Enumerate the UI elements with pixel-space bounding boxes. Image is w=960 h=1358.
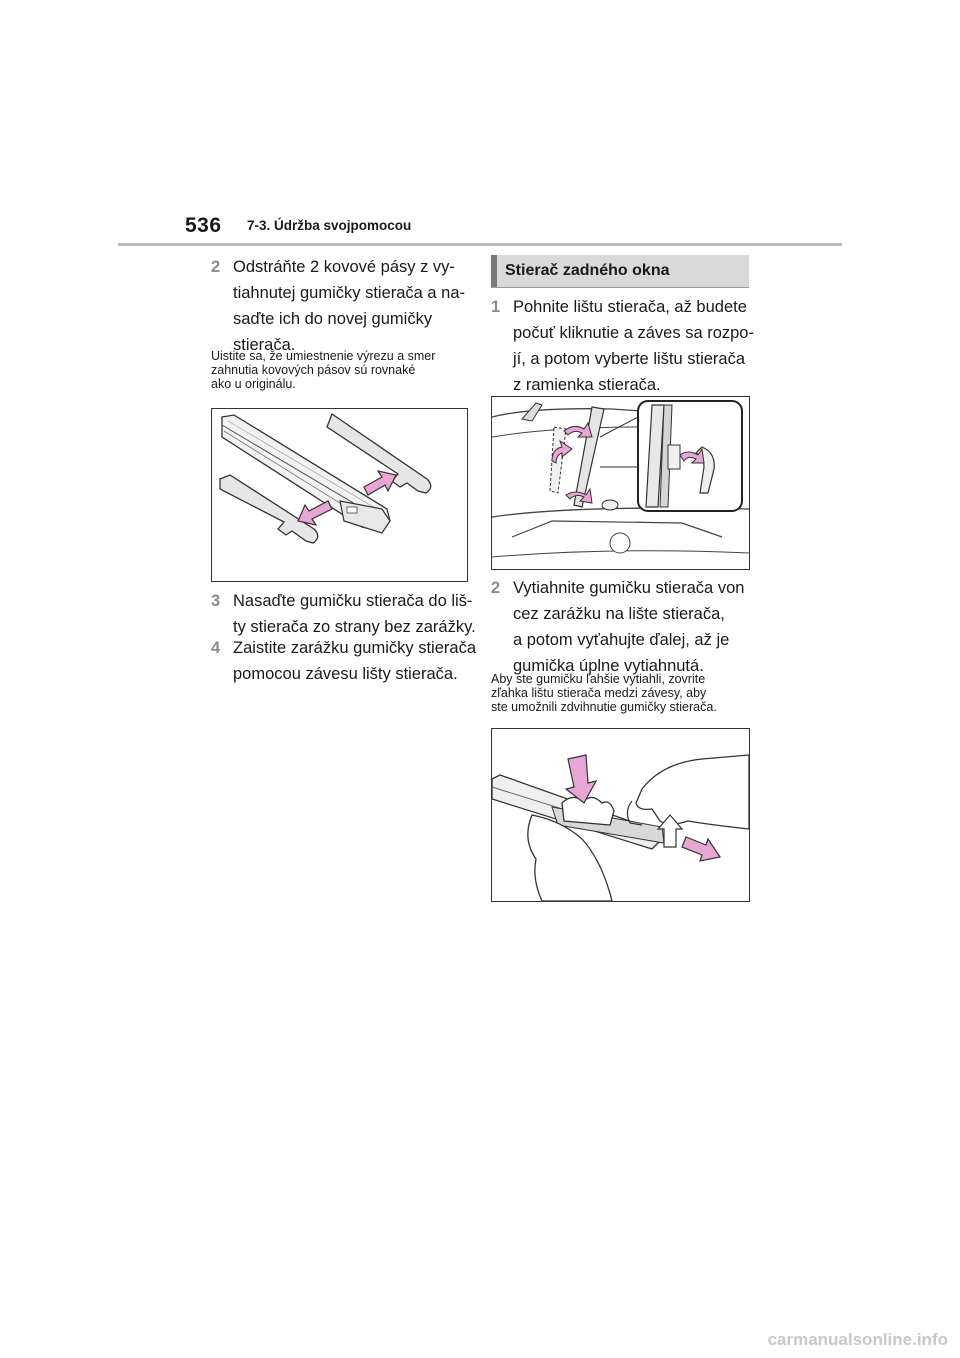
step-number: 2 bbox=[491, 579, 501, 597]
left-step-4 bbox=[211, 635, 476, 687]
figure-metal-strips bbox=[211, 408, 468, 582]
arrow-right-icon bbox=[682, 837, 720, 861]
step-number: 3 bbox=[211, 592, 221, 610]
watermark: carmanualsonline.info bbox=[767, 1330, 948, 1349]
step-text: Pohnite lištu stierača, až budete počuť kliknutie a záves sa rozpo- jí, a potom vyberte lištu stierača z ramienka stierača. bbox=[513, 298, 754, 394]
step-text: Vytiahnite gumičku stierača von cez zarážku na lište stierača, a potom vyťahujte ďalej, až je gumička úplne vytiahnutá. bbox=[513, 579, 745, 675]
step-text: Odstráňte 2 kovové pásy z vy- tiahnutej gumičky stierača a na- saďte ich do novej gumičky stierača. bbox=[233, 258, 466, 354]
step-number: 4 bbox=[211, 639, 221, 657]
step-text: Nasaďte gumičku stierača do liš- ty stierača zo strany bez zarážky. bbox=[233, 592, 476, 636]
right-step-2 bbox=[491, 575, 753, 685]
arrow-down-icon bbox=[566, 755, 596, 803]
step-number: 1 bbox=[491, 298, 501, 316]
header-divider bbox=[118, 243, 842, 246]
figure-rear-wiper-arm bbox=[491, 396, 750, 570]
section-title: 7-3. Údržba svojpomocou bbox=[247, 218, 412, 233]
heading-underline bbox=[491, 287, 749, 288]
section-heading: Stierač zadného okna bbox=[491, 255, 749, 287]
page-number: 536 bbox=[185, 214, 222, 237]
left-note: Uistite sa, že umiestnenie výrezu a smer zahnutia kovových pásov sú rovnaké ako u originálu. bbox=[211, 349, 436, 391]
step-number: 2 bbox=[211, 258, 221, 276]
step-text: Zaistite zarážku gumičky stierača pomocou závesu lišty stierača. bbox=[233, 639, 476, 683]
right-step-1 bbox=[491, 294, 753, 404]
left-step-2 bbox=[211, 254, 473, 364]
arrow-icon bbox=[564, 423, 592, 437]
left-step-3 bbox=[211, 588, 476, 640]
figure-pull-rubber bbox=[491, 728, 750, 902]
arrow-remove-icon bbox=[298, 501, 332, 525]
arrow-insert-icon bbox=[364, 471, 396, 495]
right-note: Aby ste gumičku ľahšie vytiahli, zovrite zľahka lištu stierača medzi závesy, aby ste umožnili zdvihnutie gumičky stierača. bbox=[491, 672, 717, 714]
